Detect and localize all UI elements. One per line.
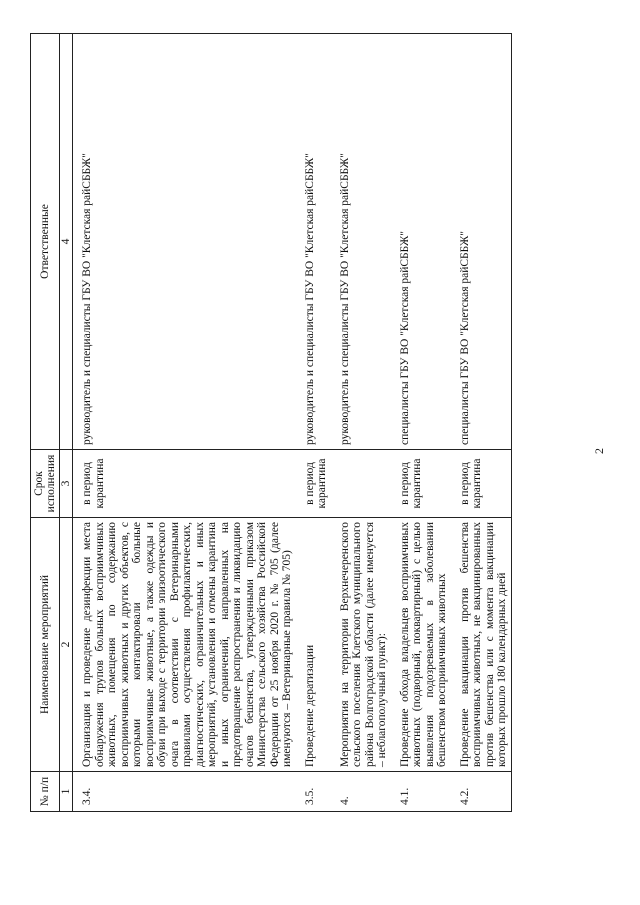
- measure-name: Проведение дератизации: [296, 518, 331, 772]
- measure-name: Мероприятия на территории Верхнечеренского сельского поселения Клетского муниципального района Волгоградской области (далее именуется – неблагополучный пункт):: [331, 518, 391, 772]
- measures-table: [30, 33, 512, 812]
- measure-name: Организация и проведение дезинфекции места обнаружения трупов больных восприимчивых животных, помещения по содержанию восприимчивых животных и других объектов, с которыми контактировали больные восприимчивые животные, а также одежды и обуви при выходе с территории эпизоотического очага в соответствии с Ветеринарными правилами осуществления профилактических, диагностических, ограничительных и иных мероприятий, установления и отмены карантина и иных ограничений, направленных на предотвращение распространения и ликвидацию очагов бешенства, утвержденными приказом Министерства сельского хозяйства Российской Федерации от 25 ноября 2020 г. № 705 (далее именуются – Ветеринарные правила № 705): [73, 518, 296, 772]
- header-term: Срок исполнения: [31, 450, 60, 518]
- row-number: 4.: [331, 772, 391, 812]
- column-number: 2: [60, 518, 73, 772]
- row-number: 3.4.: [73, 772, 296, 812]
- table-row: [451, 34, 512, 812]
- header-responsible: Ответственные: [31, 34, 60, 450]
- responsible-cell: специалисты ГБУ ВО "Клетская райСББЖ": [391, 34, 451, 450]
- header-row: [31, 34, 60, 812]
- table-row: [331, 34, 391, 812]
- table-row: [391, 34, 451, 812]
- measure-name: Проведение вакцинации против бешенства восприимчивых животных, не вакцинированных против бешенства или с момента вакцинации которых прошло 180 календарных дней: [451, 518, 512, 772]
- header-number: № п/п: [31, 772, 60, 812]
- term-cell: в период карантина: [451, 450, 512, 518]
- row-number: 3.5.: [296, 772, 331, 812]
- table-row: [73, 34, 296, 812]
- term-cell: в период карантина: [391, 450, 451, 518]
- column-number: 1: [60, 772, 73, 812]
- responsible-cell: специалисты ГБУ ВО "Клетская райСББЖ": [451, 34, 512, 450]
- term-cell: в период карантина: [296, 450, 331, 518]
- column-number: 4: [60, 34, 73, 450]
- responsible-cell: руководитель и специалисты ГБУ ВО "Клетская райСББЖ": [296, 34, 331, 450]
- row-number: 4.1.: [391, 772, 451, 812]
- responsible-cell: руководитель и специалисты ГБУ ВО "Клетская райСББЖ": [331, 34, 391, 450]
- table-row: [296, 34, 331, 812]
- header-measure-name: Наименование мероприятий: [31, 518, 60, 772]
- term-cell: в период карантина: [73, 450, 296, 518]
- term-cell: [331, 450, 391, 518]
- column-number: 3: [60, 450, 73, 518]
- row-number: 4.2.: [451, 772, 512, 812]
- header-number-row: [60, 34, 73, 812]
- measure-name: Проведение обхода владельцев восприимчивых животных (подворный, поквартирный) с целью выявления подозреваемых в заболевании бешенством восприимчивых животных: [391, 518, 451, 772]
- page-number: 2: [592, 448, 606, 454]
- responsible-cell: руководитель и специалисты ГБУ ВО "Клетская райСББЖ": [73, 34, 296, 450]
